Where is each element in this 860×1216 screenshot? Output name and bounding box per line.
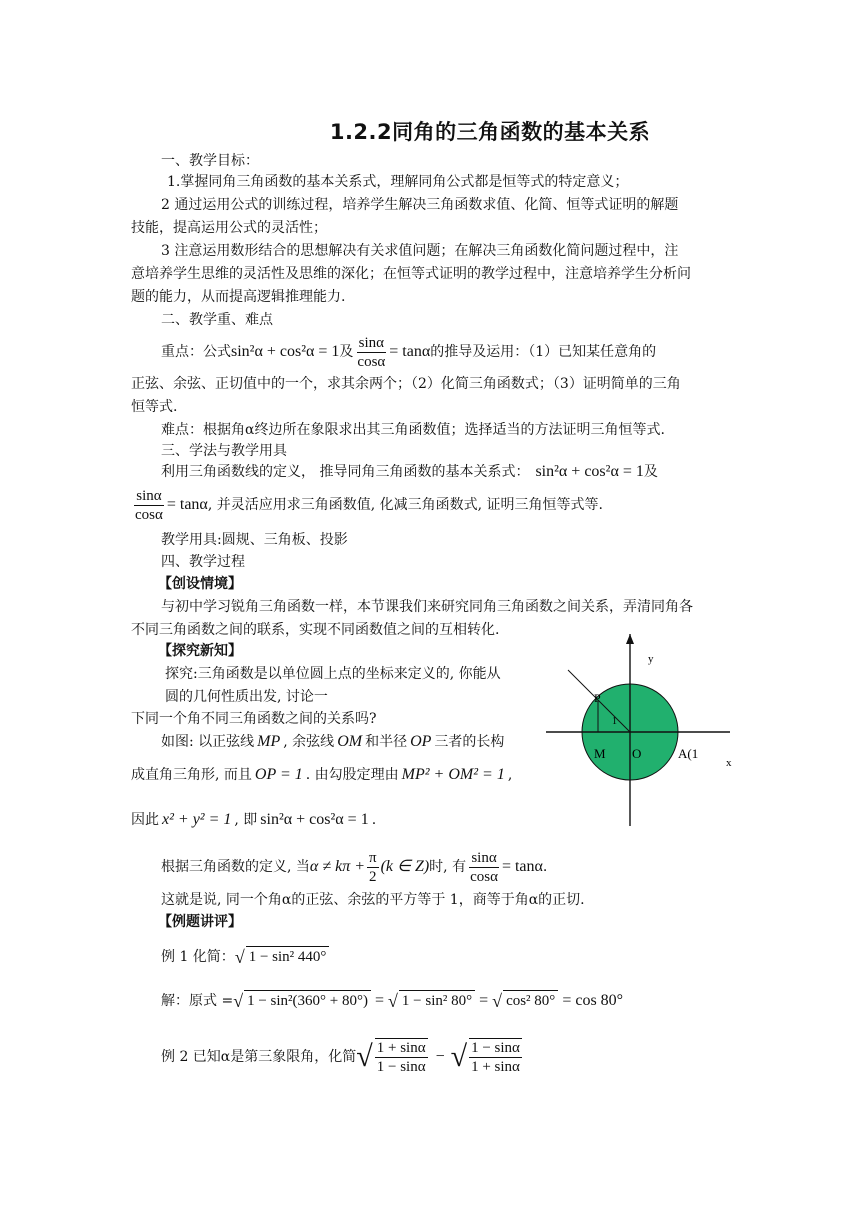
sol-2: 1 − sin² 80°	[399, 990, 475, 1011]
label-p: P	[594, 691, 601, 705]
explore-l6-eq2: sin²α + cos²α = 1	[260, 811, 369, 828]
example-1-solution: 解：原式 = √ 1 − sin²(360° + 80°) = √ 1 − sin² 80° = √ cos² 80° = cos 80°	[161, 990, 624, 1011]
goal-2-line-2: 技能，提高运用公式的灵活性；	[131, 220, 327, 236]
explore-line-4	[161, 732, 504, 752]
method-line-1	[161, 462, 658, 482]
scenario-line-1: 与初中学习锐角三角函数一样，本节课我们来研究同角三角函数之间关系，弄清同角各	[161, 599, 693, 615]
def-frac-num: sinα	[471, 849, 497, 866]
goal-3-line-1: 3 注意运用数形结合的思想解决有关求值问题；在解决三角函数化简问题过程中，注	[161, 243, 679, 259]
goal-2-line-1: 2 通过运用公式的训练过程，培养学生解决三角函数求值、化简、恒等式证明的解题	[161, 197, 679, 213]
label-m: M	[594, 746, 606, 761]
label-x: x	[726, 757, 732, 769]
def-cond: α ≠ kπ +	[309, 858, 365, 875]
explore-line-1: 探究:三角函数是以单位圆上点的坐标来定义的, 你能从	[165, 666, 501, 682]
ex2-d1: 1 − sinα	[376, 1059, 426, 1075]
def-suf: .	[542, 859, 548, 875]
explore-l4-suf: 三者的长构	[434, 734, 505, 750]
sol-1: 1 − sin²(360° + 80°)	[244, 990, 371, 1011]
ex2-n1: 1 + sinα	[376, 1040, 426, 1056]
key-point-line-2: 正弦、余弦、正切值中的一个，求其余两个；（2）化简三角函数式；（3）证明简单的三角	[131, 376, 681, 392]
explore-l6-eq: x² + y² = 1	[162, 811, 232, 828]
label-o: O	[632, 746, 642, 761]
method-suffix: , 并灵活应用求三角函数值, 化减三角函数式, 证明三角恒等式等.	[207, 497, 603, 513]
section-heading-goals: 一、教学目标：	[161, 153, 259, 169]
key-fraction	[355, 334, 387, 371]
sol-label: 解：原式 =	[161, 992, 234, 1009]
label-a: A(1	[678, 746, 699, 761]
method-and: 及	[643, 464, 658, 480]
sol-4: cos 80°	[575, 991, 624, 1009]
ex1-label: 例 1 化简：	[161, 948, 235, 965]
label-one: 1	[612, 716, 617, 727]
scenario-heading: 【创设情境】	[158, 576, 242, 592]
explore-line-5	[131, 765, 512, 785]
goal-1: 1.掌握同角三角函数的基本关系式，理解同角公式都是恒等式的特定意义；	[167, 174, 629, 190]
explore-l5-suf: ,	[507, 767, 513, 783]
def-pi-num: π	[369, 849, 377, 866]
method-text: 利用三角函数线的定义， 推导同角三角函数的基本关系式：	[161, 464, 530, 480]
explore-l4-op: OP	[410, 733, 432, 750]
definition-conclusion: 这就是说, 同一个角α的正弦、余弦的平方等于 1，商等于角α的正切.	[161, 892, 585, 908]
unit-circle-figure	[540, 632, 740, 832]
def-frac-den: cosα	[470, 868, 498, 885]
method-frac-num: sinα	[136, 487, 162, 504]
key-point-line-3: 恒等式.	[131, 399, 178, 415]
def-mid: 时, 有	[429, 859, 467, 875]
key-frac-den: cosα	[357, 353, 386, 370]
explore-l5-mid: . 由勾股定理由	[305, 767, 399, 783]
def-pi-fraction	[367, 849, 379, 886]
key-frac-num: sinα	[358, 334, 385, 351]
explore-l5-eq: OP = 1	[254, 766, 303, 783]
example-2: 例 2 已知α是第三象限角，化简 √ $\frac{1 + \sin\alpha}{1 - \sin\alpha}$ − √ $\frac{1 - \sin\alpha}{1 + \sin\alpha}$	[161, 1040, 520, 1075]
def-pi-den: 2	[369, 868, 377, 885]
explore-line-6	[131, 810, 376, 830]
definition-line	[161, 845, 547, 889]
key-eq-tan: = tanα	[389, 343, 431, 360]
sqrt-sign: √	[356, 1040, 373, 1073]
method-line-2	[131, 484, 603, 526]
explore-l4-mp: MP	[257, 733, 281, 750]
explore-l6-mid: , 即	[234, 812, 258, 828]
teaching-tools: 教学用具:圆规、三角板、投影	[161, 532, 348, 548]
ex2-n2: 1 − sinα	[471, 1040, 520, 1056]
sqrt-sign: √	[388, 990, 398, 1011]
explore-l4-mid2: 和半径	[365, 734, 408, 750]
difficulty-point: 难点：根据角α终边所在象限求出其三角函数值；选择适当的方法证明三角恒等式.	[161, 422, 665, 438]
sol-3: cos² 80°	[503, 990, 558, 1011]
sqrt-sign: √	[234, 946, 245, 967]
explore-l4-pre: 如图: 以正弦线	[161, 734, 255, 750]
sqrt-sign: √	[233, 990, 244, 1011]
ex1-expr: 1 − sin² 440°	[246, 946, 330, 967]
examples-heading: 【例题讲评】	[158, 914, 242, 930]
example-1	[161, 946, 329, 967]
method-formula: sin²α + cos²α = 1	[535, 463, 644, 480]
explore-line-3: 下同一个角不同三角函数之间的关系吗?	[131, 711, 377, 727]
ex2-fraction-1	[375, 1038, 428, 1076]
key-point-line-1	[161, 332, 656, 372]
y-axis-arrow	[626, 634, 634, 644]
method-frac-den: cosα	[135, 506, 163, 523]
section-heading-process: 四、教学过程	[161, 554, 245, 570]
sqrt-sign: √	[492, 990, 503, 1011]
ex2-label: 例 2 已知α是第三象限角，化简	[161, 1049, 357, 1065]
page-title: 1.2.2同角的三角函数的基本关系	[329, 120, 651, 144]
label-y: y	[648, 653, 654, 665]
method-eq-tan: = tanα	[166, 496, 208, 513]
ex2-d2: 1 + sinα	[471, 1059, 520, 1075]
section-heading-key: 二、教学重、难点	[161, 312, 273, 328]
explore-l5-eq2: MP² + OM² = 1	[401, 766, 505, 783]
explore-l6-pre: 因此	[131, 812, 159, 828]
scenario-line-2: 不同三角函数之间的联系，实现不同函数值之间的互相转化.	[131, 622, 500, 638]
ex2-fraction-2	[469, 1038, 522, 1076]
explore-line-2: 圆的几何性质出发, 讨论一	[165, 689, 328, 705]
def-pre: 根据三角函数的定义, 当	[161, 859, 310, 875]
method-fraction	[133, 487, 165, 524]
key-and: 及	[339, 344, 354, 360]
key-suffix: 的推导及运用：（1）已知某任意角的	[430, 344, 657, 360]
explore-l5-pre: 成直角三角形, 而且	[131, 767, 252, 783]
explore-l6-suf: .	[371, 812, 377, 828]
goal-3-line-2: 意培养学生思维的灵活性及思维的深化；在恒等式证明的教学过程中，注意培养学生分析问	[131, 266, 691, 282]
explore-l4-mid: , 余弦线	[283, 734, 335, 750]
goal-3-line-3: 题的能力，从而提高逻辑推理能力.	[131, 289, 346, 305]
sqrt-sign: √	[450, 1040, 468, 1073]
explore-heading: 【探究新知】	[158, 643, 242, 659]
key-prefix: 重点：公式	[161, 344, 231, 360]
def-eq: = tanα	[501, 858, 543, 875]
def-cond2: (k ∈ Z)	[380, 858, 430, 875]
explore-l4-om: OM	[337, 733, 363, 750]
key-formula: sin²α + cos²α = 1	[231, 343, 340, 360]
section-heading-method: 三、学法与教学用具	[161, 443, 287, 459]
def-fraction	[468, 849, 500, 886]
